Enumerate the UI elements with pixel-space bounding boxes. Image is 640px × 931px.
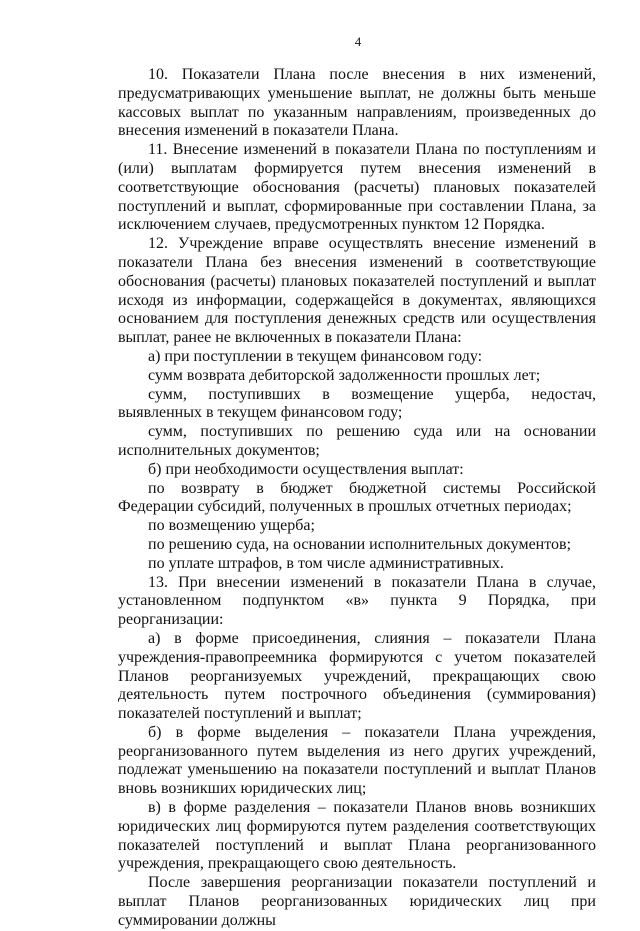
paragraph: 11. Внесение изменений в показатели Плана по поступлениям и (или) выплатам формируется путем внесения изменений в соответствующие обоснования (расчеты) плановых показателей поступлений и выплат, сформированные при составлении Плана, за исключением случаев, предусмотренных пунктом 12 Порядка. — [118, 141, 596, 234]
paragraph: а) в форме присоединения, слияния – показатели Плана учреждения-правопреемника формируются с учетом показателей Планов реорганизуемых учреждений, прекращающих свою деятельность путем построчного объединения (суммирования) показателей поступлений и выплат; — [118, 629, 596, 723]
document-body — [118, 66, 596, 931]
paragraph: 12. Учреждение вправе осуществлять внесение изменений в показатели Плана без внесения изменений в соответствующие обоснования (расчеты) плановых показателей поступлений и выплат исходя из информации, содержащейся в документах, являющихся основанием для поступления денежных средств или осуществления выплат, ранее не включенных в показатели Плана: — [118, 235, 596, 347]
paragraph: После завершения реорганизации показатели поступлений и выплат Планов реорганизованных юридических лиц при суммировании должны — [118, 874, 596, 929]
paragraph: по уплате штрафов, в том числе административных. — [148, 554, 504, 572]
paragraph: сумм возврата дебиторской задолженности прошлых лет; — [148, 366, 541, 384]
page-number: 4 — [354, 34, 362, 49]
paragraph: 10. Показатели Плана после внесения в них изменений, предусматривающих уменьшение выплат, не должны быть меньше кассовых выплат по указанным направлениям, произведенных до внесения изменений в показатели Плана. — [118, 66, 596, 140]
paragraph: по решению суда, на основании исполнительных документов; — [148, 535, 572, 553]
paragraph: б) при необходимости осуществления выплат: — [148, 460, 464, 478]
paragraph: в) в форме разделения – показатели Планов вновь возникших юридических лиц формируются путем разделения соответствующих показателей поступлений и выплат Плана реорганизованного учреждения, прекращающего свою деятельность. — [118, 799, 596, 873]
paragraph: сумм, поступивших в возмещение ущерба, недостач, выявленных в текущем финансовом году; — [118, 385, 596, 422]
paragraph: по возмещению ущерба; — [148, 517, 315, 535]
paragraph: сумм, поступивших по решению суда или на основании исполнительных документов; — [118, 423, 596, 459]
paragraph: а) при поступлении в текущем финансовом году: — [148, 347, 483, 365]
paragraph: б) в форме выделения – показатели Плана учреждения, реорганизованного путем выделения из него других учреждений, подлежат уменьшению на показатели поступлений и выплат Планов вновь возникших юридических лиц; — [118, 723, 596, 798]
paragraph: по возврату в бюджет бюджетной системы Российской Федерации субсидий, полученных в прошлых отчетных периодах; — [118, 479, 596, 516]
paragraph: 13. При внесении изменений в показатели Плана в случае, установленном подпунктом «в» пункта 9 Порядка, при реорганизации: — [118, 573, 596, 629]
